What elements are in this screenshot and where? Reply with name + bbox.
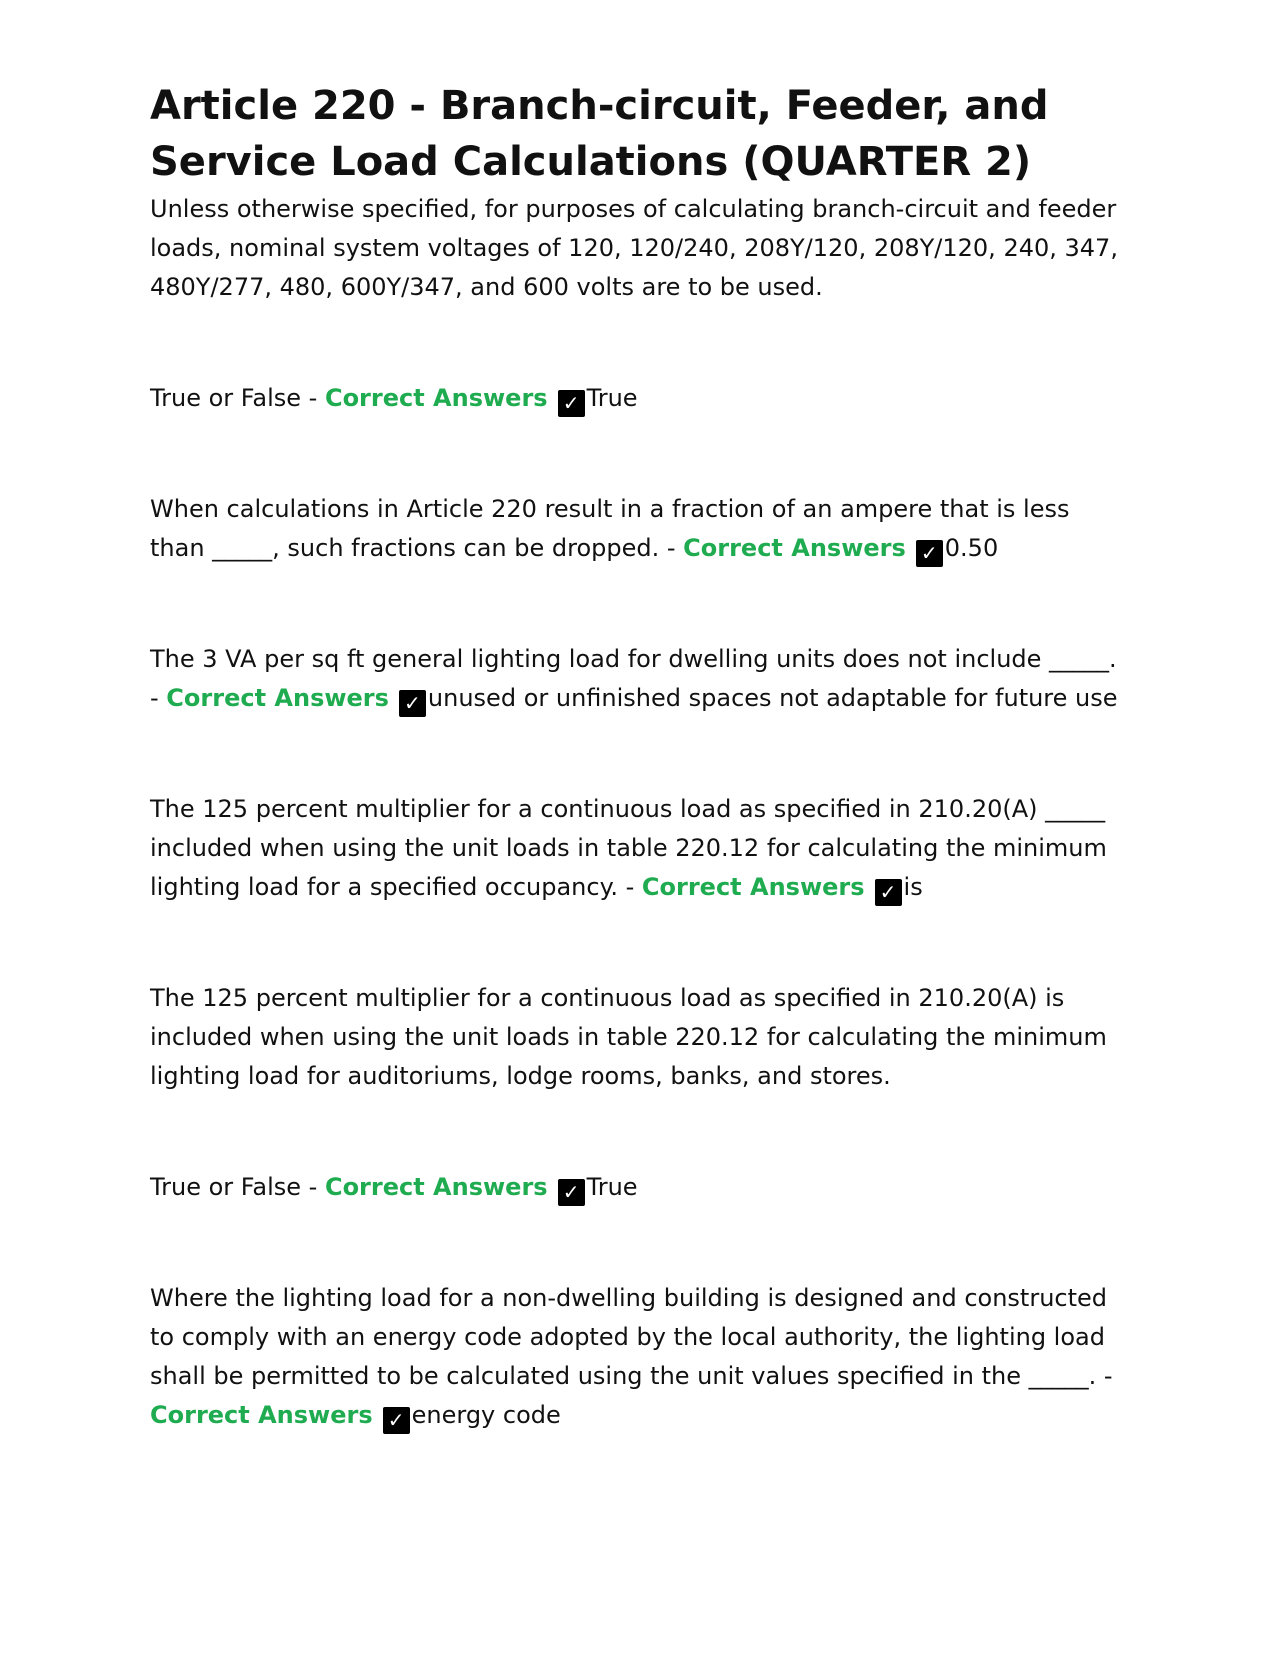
qa-item [150,1279,1130,1435]
question-text: True or False - [150,384,325,412]
question-text: True or False - [150,1173,325,1201]
correct-answers-label: Correct Answers [324,384,548,412]
correct-answers-label: Correct Answers [166,684,389,712]
checkmark-icon: ✓ [383,1407,410,1434]
checkmark-icon: ✓ [875,879,902,906]
correct-answers-label: Correct Answers [324,1173,548,1201]
statement-text: Unless otherwise specified, for purposes of calculating branch-circuit and feeder loads, nominal system voltages of 120, 120/240, 208Y/120, 208Y/120, 240, 347, 480Y/277, 480, 600Y/347, and 600 volts are to be used. [150,195,1118,301]
checkmark-icon: ✓ [558,1179,585,1206]
question-text: The 3 VA per sq ft general lighting load for dwelling units does not include _____. - [150,645,1117,712]
question-text: Where the lighting load for a non-dwelling building is designed and constructed to comply with an energy code adopted by the local authority, the lighting load shall be permitted to be calculated using the unit values specified in the _____. - [150,1284,1113,1390]
answer-text: unused or unfinished spaces not adaptable for future use [427,684,1118,712]
correct-answers-label: Correct Answers [641,873,865,901]
qa-item [150,640,1130,718]
statement-text: The 125 percent multiplier for a continuous load as specified in 210.20(A) is included when using the unit loads in table 220.12 for calculating the minimum lighting load for auditoriums, lodge rooms, banks, and stores. [150,984,1107,1090]
checkmark-icon: ✓ [916,540,943,567]
correct-answers-label: Correct Answers [150,1401,373,1429]
answer-text: energy code [411,1401,561,1429]
qa-item [150,379,1130,418]
qa-item [150,790,1130,907]
question-text: The 125 percent multiplier for a continuous load as specified in 210.20(A) _____ included when using the unit loads in table 220.12 for calculating the minimum lighting load for a specified occupancy. - [150,795,1107,901]
qa-item [150,490,1130,568]
answer-text: True [586,1173,638,1201]
qa-item [150,1168,1130,1207]
checkmark-icon: ✓ [558,390,585,417]
correct-answers-label: Correct Answers [683,534,906,562]
answer-text: True [586,384,638,412]
answer-text: 0.50 [944,534,999,562]
question-text: When calculations in Article 220 result in a fraction of an ampere that is less than _____, such fractions can be dropped. - [150,495,1070,562]
document-page [150,78,1130,1435]
page-title: Article 220 - Branch-circuit, Feeder, and Service Load Calculations (QUARTER 2) [150,83,1049,185]
answer-text: is [903,873,923,901]
checkmark-icon: ✓ [399,690,426,717]
